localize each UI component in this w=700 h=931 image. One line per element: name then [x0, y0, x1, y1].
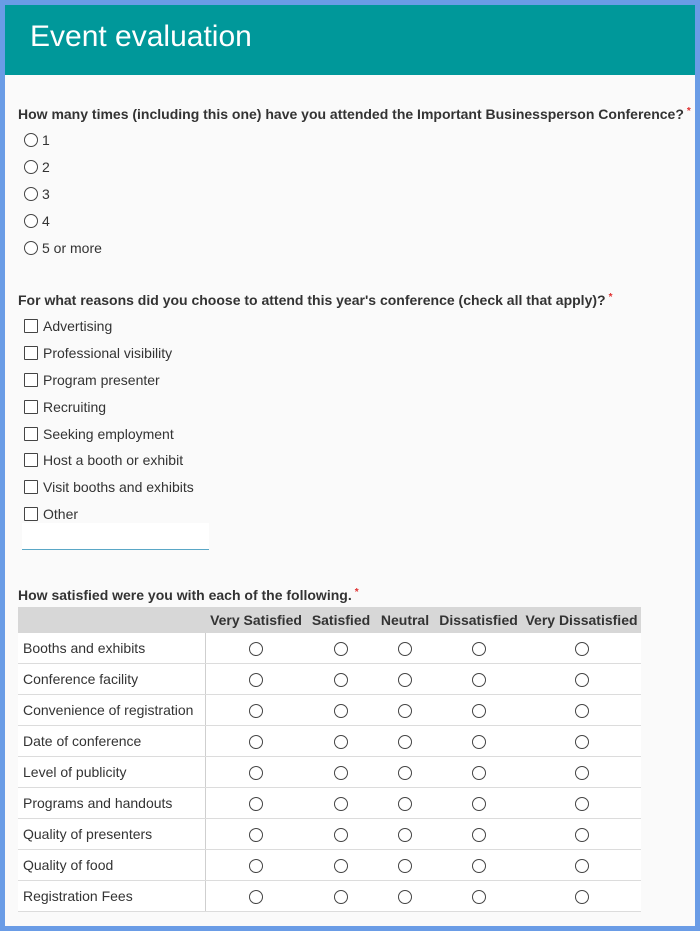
matrix-cell[interactable] [205, 850, 307, 881]
radio-icon[interactable] [472, 673, 486, 687]
matrix-cell[interactable] [435, 757, 522, 788]
table-row [18, 633, 641, 664]
row-label: Date of conference [18, 726, 205, 757]
option-5-or-more[interactable]: 5 or more [24, 238, 102, 258]
form-container [5, 5, 695, 926]
required-marker: * [686, 106, 691, 117]
radio-icon[interactable] [472, 766, 486, 780]
matrix-cell[interactable] [522, 633, 641, 664]
option-4[interactable]: 4 [24, 211, 50, 231]
radio-icon[interactable] [472, 642, 486, 656]
question-reasons-text: For what reasons did you choose to attend this year's conference (check all that apply)? [18, 292, 606, 308]
matrix-cell[interactable] [307, 788, 375, 819]
column-header: Neutral [375, 607, 435, 633]
checkbox-advertising[interactable]: Advertising [24, 316, 112, 336]
matrix-cell[interactable] [205, 788, 307, 819]
row-label: Programs and handouts [18, 788, 205, 819]
matrix-cell[interactable] [522, 788, 641, 819]
matrix-cell[interactable] [307, 664, 375, 695]
radio-icon[interactable] [249, 890, 263, 904]
radio-icon[interactable] [24, 241, 38, 255]
matrix-cell[interactable] [375, 819, 435, 850]
matrix-cell[interactable] [205, 819, 307, 850]
radio-icon[interactable] [334, 673, 348, 687]
table-row [18, 695, 641, 726]
form-header [5, 5, 695, 75]
radio-icon[interactable] [334, 642, 348, 656]
radio-icon[interactable] [249, 704, 263, 718]
checkbox-icon[interactable] [24, 507, 38, 521]
radio-icon[interactable] [398, 673, 412, 687]
radio-icon[interactable] [334, 859, 348, 873]
table-row [18, 726, 641, 757]
radio-icon[interactable] [575, 704, 589, 718]
radio-icon[interactable] [575, 735, 589, 749]
checkbox-icon[interactable] [24, 480, 38, 494]
radio-icon[interactable] [575, 828, 589, 842]
matrix-cell[interactable] [435, 695, 522, 726]
checkbox-icon[interactable] [24, 427, 38, 441]
radio-icon[interactable] [24, 187, 38, 201]
matrix-cell[interactable] [435, 633, 522, 664]
matrix-cell[interactable] [375, 633, 435, 664]
matrix-cell[interactable] [205, 695, 307, 726]
matrix-cell[interactable] [307, 819, 375, 850]
checkbox-icon[interactable] [24, 400, 38, 414]
row-label: Booths and exhibits [18, 633, 205, 664]
matrix-cell[interactable] [307, 850, 375, 881]
radio-icon[interactable] [472, 704, 486, 718]
option-1[interactable]: 1 [24, 130, 50, 150]
row-label: Registration Fees [18, 881, 205, 912]
checkbox-other[interactable]: Other [24, 504, 78, 524]
row-label: Quality of food [18, 850, 205, 881]
radio-icon[interactable] [334, 890, 348, 904]
matrix-cell[interactable] [375, 850, 435, 881]
matrix-cell[interactable] [375, 664, 435, 695]
checkbox-seeking-employment[interactable]: Seeking employment [24, 424, 174, 444]
question-attendance-text: How many times (including this one) have you attended the Important Businessperson Conference? [18, 106, 684, 122]
radio-icon[interactable] [398, 704, 412, 718]
question-attendance [18, 106, 691, 122]
matrix-cell[interactable] [435, 788, 522, 819]
matrix-cell[interactable] [522, 695, 641, 726]
matrix-cell[interactable] [522, 726, 641, 757]
question-reasons [18, 292, 612, 308]
required-marker: * [608, 292, 613, 303]
checkbox-visit-booths[interactable]: Visit booths and exhibits [24, 477, 194, 497]
option-2[interactable]: 2 [24, 157, 50, 177]
radio-icon[interactable] [398, 828, 412, 842]
radio-icon[interactable] [249, 797, 263, 811]
row-label: Convenience of registration [18, 695, 205, 726]
satisfaction-matrix [18, 607, 641, 912]
radio-icon[interactable] [575, 642, 589, 656]
column-header: Very Satisfied [205, 607, 307, 633]
matrix-cell[interactable] [522, 664, 641, 695]
checkbox-icon[interactable] [24, 373, 38, 387]
matrix-cell[interactable] [375, 881, 435, 912]
matrix-cell[interactable] [435, 819, 522, 850]
matrix-cell[interactable] [205, 757, 307, 788]
checkbox-icon[interactable] [24, 453, 38, 467]
radio-icon[interactable] [249, 735, 263, 749]
matrix-cell[interactable] [375, 788, 435, 819]
matrix-cell[interactable] [205, 881, 307, 912]
matrix-cell[interactable] [205, 633, 307, 664]
row-label: Conference facility [18, 664, 205, 695]
radio-icon[interactable] [398, 735, 412, 749]
matrix-cell[interactable] [307, 695, 375, 726]
radio-icon[interactable] [24, 160, 38, 174]
radio-icon[interactable] [575, 890, 589, 904]
question-satisfaction-text: How satisfied were you with each of the following. [18, 587, 352, 603]
form-title: Event evaluation [30, 20, 252, 53]
table-row [18, 757, 641, 788]
radio-icon[interactable] [334, 704, 348, 718]
column-header: Satisfied [307, 607, 375, 633]
matrix-cell[interactable] [307, 633, 375, 664]
radio-icon[interactable] [249, 673, 263, 687]
radio-icon[interactable] [334, 797, 348, 811]
column-header: Very Dissatisfied [522, 607, 641, 633]
radio-icon[interactable] [249, 859, 263, 873]
matrix-cell[interactable] [435, 881, 522, 912]
radio-icon[interactable] [334, 735, 348, 749]
matrix-cell[interactable] [307, 881, 375, 912]
radio-icon[interactable] [398, 859, 412, 873]
radio-icon[interactable] [24, 214, 38, 228]
matrix-cell[interactable] [435, 726, 522, 757]
radio-icon[interactable] [575, 673, 589, 687]
matrix-cell[interactable] [522, 819, 641, 850]
radio-icon[interactable] [398, 890, 412, 904]
matrix-corner [18, 607, 205, 633]
radio-icon[interactable] [575, 797, 589, 811]
radio-icon[interactable] [472, 890, 486, 904]
matrix-cell[interactable] [375, 695, 435, 726]
radio-icon[interactable] [398, 642, 412, 656]
radio-icon[interactable] [24, 133, 38, 147]
matrix-cell[interactable] [375, 726, 435, 757]
checkbox-icon[interactable] [24, 319, 38, 333]
table-row [18, 881, 641, 912]
radio-icon[interactable] [472, 828, 486, 842]
radio-icon[interactable] [472, 859, 486, 873]
matrix-cell[interactable] [522, 850, 641, 881]
radio-icon[interactable] [398, 766, 412, 780]
column-header: Dissatisfied [435, 607, 522, 633]
radio-icon[interactable] [249, 828, 263, 842]
row-label: Level of publicity [18, 757, 205, 788]
radio-icon[interactable] [472, 797, 486, 811]
required-marker: * [354, 587, 359, 598]
radio-icon[interactable] [249, 642, 263, 656]
table-row [18, 788, 641, 819]
checkbox-recruiting[interactable]: Recruiting [24, 397, 106, 417]
radio-icon[interactable] [334, 828, 348, 842]
checkbox-icon[interactable] [24, 346, 38, 360]
question-satisfaction [18, 587, 359, 603]
row-label: Quality of presenters [18, 819, 205, 850]
matrix-cell[interactable] [205, 664, 307, 695]
table-row [18, 850, 641, 881]
option-3[interactable]: 3 [24, 184, 50, 204]
radio-icon[interactable] [249, 766, 263, 780]
checkbox-program-presenter[interactable]: Program presenter [24, 370, 160, 390]
matrix-cell[interactable] [522, 757, 641, 788]
radio-icon[interactable] [398, 797, 412, 811]
table-row [18, 664, 641, 695]
matrix-cell[interactable] [205, 726, 307, 757]
matrix-cell[interactable] [522, 881, 641, 912]
table-row [18, 819, 641, 850]
matrix-cell[interactable] [435, 664, 522, 695]
matrix-cell[interactable] [435, 850, 522, 881]
matrix-cell[interactable] [375, 757, 435, 788]
checkbox-professional-visibility[interactable]: Professional visibility [24, 343, 172, 363]
checkbox-host-booth[interactable]: Host a booth or exhibit [24, 450, 183, 470]
matrix-cell[interactable] [307, 726, 375, 757]
radio-icon[interactable] [575, 859, 589, 873]
radio-icon[interactable] [334, 766, 348, 780]
matrix-cell[interactable] [307, 757, 375, 788]
radio-icon[interactable] [472, 735, 486, 749]
other-text-input[interactable] [22, 523, 209, 550]
radio-icon[interactable] [575, 766, 589, 780]
matrix-header-row [18, 607, 641, 633]
